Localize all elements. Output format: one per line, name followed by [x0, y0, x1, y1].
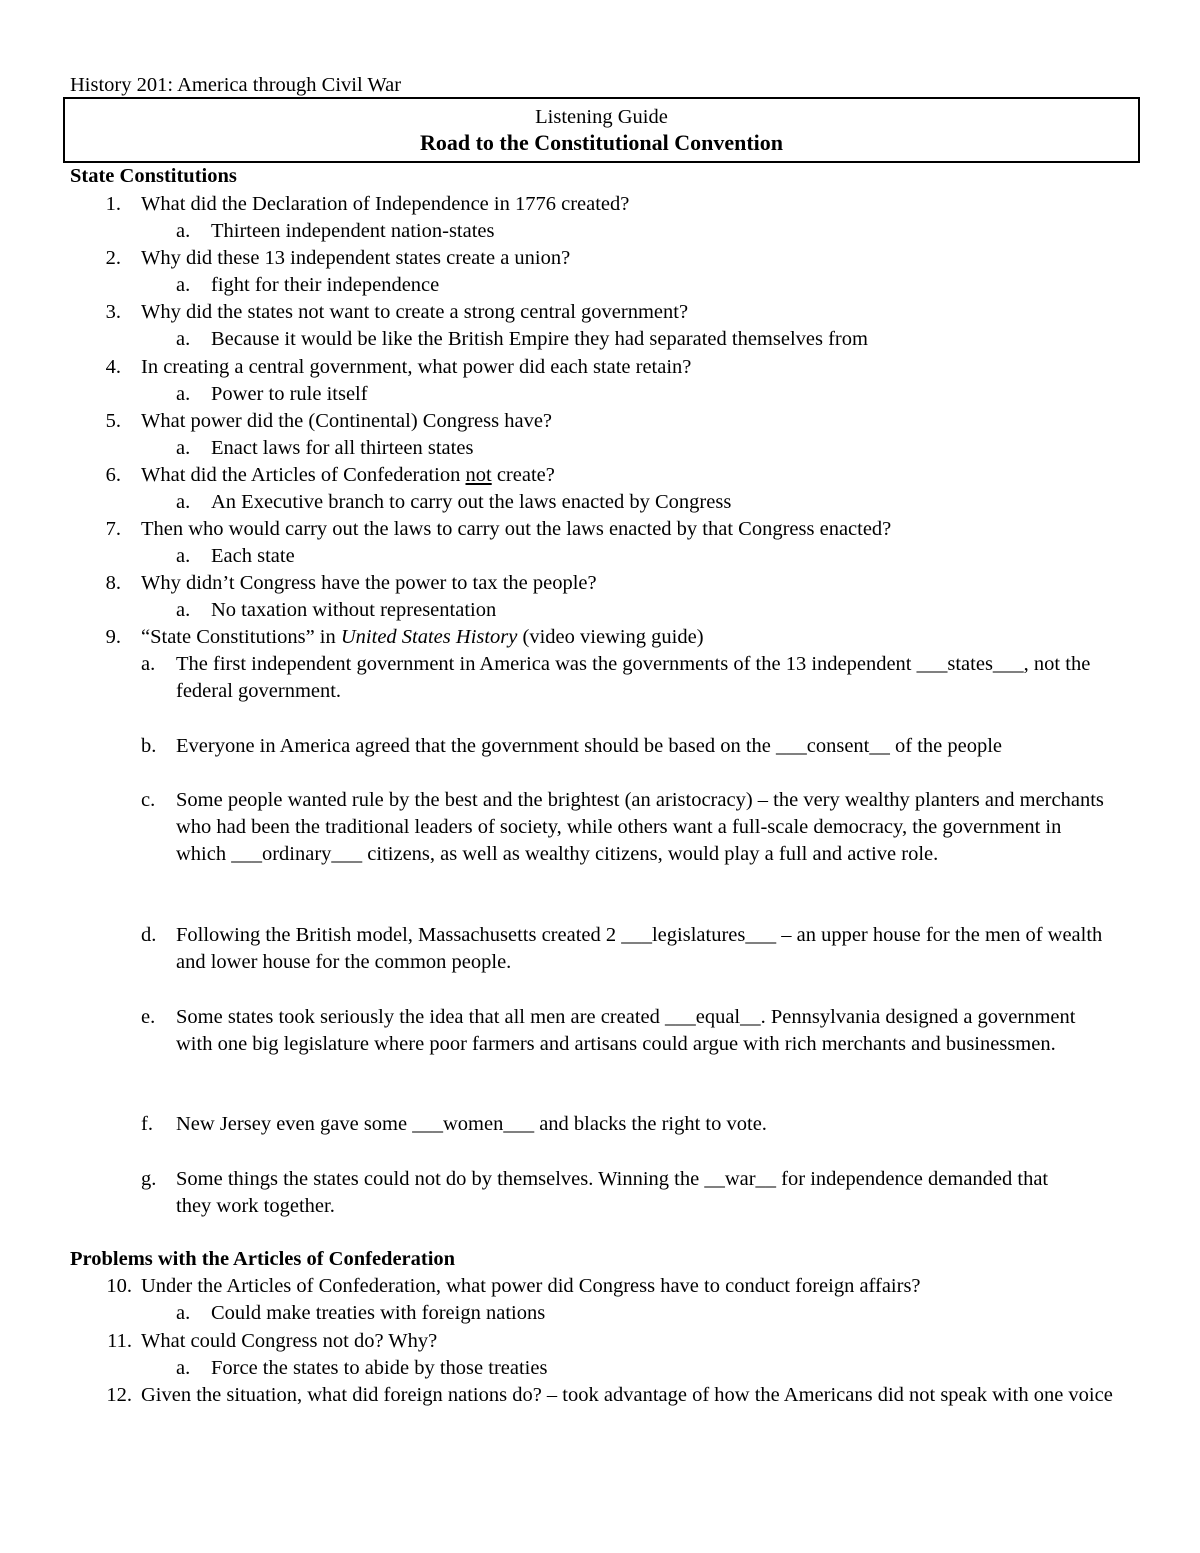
answer-letter: a. [176, 274, 191, 296]
answer-letter: a. [176, 491, 191, 513]
answer-letter: a. [176, 545, 191, 567]
item-9c-letter: c. [141, 789, 156, 811]
answer-text: Because it would be like the British Empire they had separated themselves from [211, 328, 868, 350]
item-9d-text: Following the British model, Massachusetts created 2 ___legislatures___ – an upper house for the men of wealth and lower house for the common people. [176, 924, 1103, 974]
document-title: Road to the Constitutional Convention [419, 130, 784, 155]
question-number: 10. [106, 1275, 132, 1297]
answer-letter: a. [176, 383, 191, 405]
answer-text: Each state [211, 545, 295, 567]
underlined-word: not [465, 464, 492, 486]
answer-text: Enact laws for all thirteen states [211, 437, 474, 459]
question-number: 8. [105, 572, 121, 594]
guide-label: Listening Guide [535, 106, 668, 128]
question-12-text: Given the situation, what did foreign nations do? – took advantage of how the Americans did not speak with one voice [141, 1384, 1113, 1406]
question-number: 9. [105, 626, 121, 648]
item-9a-letter: a. [141, 653, 156, 675]
question-number: 12. [106, 1384, 132, 1406]
item-9g-letter: g. [141, 1168, 157, 1190]
item-9d-letter: d. [141, 924, 157, 946]
question-text [141, 462, 555, 489]
answer-text: Thirteen independent nation-states [211, 220, 495, 242]
title-box [63, 97, 1140, 163]
item-9b-text: Everyone in America agreed that the government should be based on the ___consent__ of the people [176, 735, 1003, 757]
item-9b-letter: b. [141, 735, 157, 757]
answer-text: Power to rule itself [211, 383, 368, 405]
answer-text: Force the states to abide by those treaties [211, 1357, 548, 1379]
section-heading-state-constitutions: State Constitutions [70, 165, 237, 187]
item-9f-letter: f. [141, 1113, 153, 1135]
question-text: What power did the (Continental) Congress have? [141, 410, 553, 432]
item-9a-text: The first independent government in America was the governments of the 13 independent ___states___, not the federal government. [176, 653, 1091, 703]
question-number: 11. [107, 1330, 132, 1352]
question-number: 6. [105, 464, 121, 486]
question-text-post: create? [491, 464, 555, 486]
answer-text: No taxation without representation [211, 599, 497, 621]
answer-text: fight for their independence [211, 274, 440, 296]
question-number: 5. [105, 410, 121, 432]
question-text: Why didn’t Congress have the power to tax the people? [141, 572, 597, 594]
question-text: Then who would carry out the laws to carry out the laws enacted by that Congress enacted? [141, 518, 892, 540]
question-number: 4. [105, 356, 121, 378]
question-text: Under the Articles of Confederation, what power did Congress have to conduct foreign affairs? [141, 1275, 921, 1297]
item-9g-text: Some things the states could not do by themselves. Winning the __war__ for independence demanded that they work together. [176, 1168, 1049, 1218]
item-9e-letter: e. [141, 1006, 156, 1028]
question-text: What could Congress not do? Why? [141, 1330, 438, 1352]
question-number: 1. [105, 193, 121, 215]
answer-text: Could make treaties with foreign nations [211, 1302, 546, 1324]
question-text: What did the Declaration of Independence in 1776 created? [141, 193, 630, 215]
question-number: 7. [105, 518, 121, 540]
question-text-pre: “State Constitutions” in [141, 626, 341, 648]
question-text [141, 624, 704, 651]
answer-letter: a. [176, 1302, 191, 1324]
question-number: 2. [105, 247, 121, 269]
question-text: In creating a central government, what power did each state retain? [141, 356, 692, 378]
question-text: Why did these 13 independent states create a union? [141, 247, 571, 269]
answer-letter: a. [176, 1357, 191, 1379]
italic-title: United States History [340, 626, 518, 648]
question-text: Why did the states not want to create a strong central government? [141, 301, 689, 323]
answer-letter: a. [176, 328, 191, 350]
item-9c-text: Some people wanted rule by the best and the brightest (an aristocracy) – the very wealthy planters and merchants who had been the traditional leaders of society, while others want a full-scale democracy, the government in which ___ordinary___ citizens, as well as wealthy citizens, would play a full and active role. [176, 789, 1104, 866]
item-9f-text: New Jersey even gave some ___women___ and blacks the right to vote. [176, 1113, 767, 1135]
answer-text: An Executive branch to carry out the laws enacted by Congress [211, 491, 732, 513]
course-title: History 201: America through Civil War [70, 74, 402, 96]
question-text-post: (video viewing guide) [517, 626, 704, 648]
answer-letter: a. [176, 599, 191, 621]
question-text-pre: What did the Articles of Confederation [141, 464, 466, 486]
answer-letter: a. [176, 437, 191, 459]
section-heading-articles-problems: Problems with the Articles of Confederation [70, 1248, 456, 1270]
question-number: 3. [105, 301, 121, 323]
item-9e-text: Some states took seriously the idea that all men are created ___equal__. Pennsylvania designed a government with one big legislature where poor farmers and artisans could argue with rich merchants and businessmen. [176, 1006, 1076, 1056]
answer-letter: a. [176, 220, 191, 242]
